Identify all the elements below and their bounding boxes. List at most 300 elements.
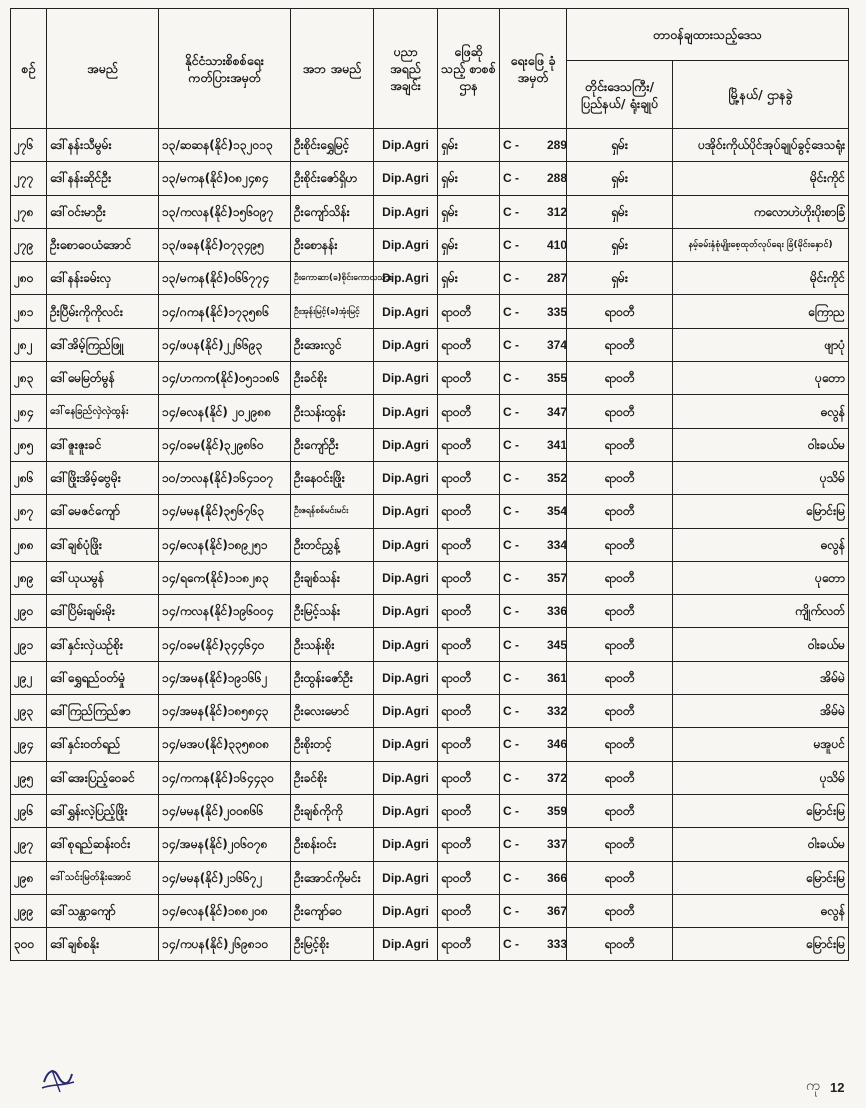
- cell-name: ဒေါ်ပြိမ်းချမ်းမိုး: [47, 595, 159, 628]
- cell-nrc: ၁၃/ဆဆန(နိုင်)၁၃၂၀၁၃: [159, 129, 291, 162]
- cell-father: ဦးစိုးတင့်: [291, 728, 374, 761]
- cell-exam-state: ရာဝတီ: [438, 661, 500, 694]
- cell-education: Dip.Agri: [374, 129, 438, 162]
- cell-no: ၂၉၀: [11, 595, 47, 628]
- roll-prefix: C -: [503, 737, 519, 752]
- roll-number: 332: [546, 704, 567, 719]
- roll-number: 372: [546, 770, 567, 785]
- cell-roll: [500, 228, 567, 261]
- signature-mark: [38, 1062, 78, 1096]
- roll-prefix: C -: [503, 504, 519, 519]
- cell-father: ဦးချစ်ကိုကို: [291, 794, 374, 827]
- roll-prefix: C -: [503, 138, 519, 153]
- table-row: [11, 162, 849, 195]
- roll-prefix: C -: [503, 371, 519, 386]
- cell-region: ရာဝတီ: [567, 761, 673, 794]
- cell-roll: [500, 328, 567, 361]
- cell-no: ၂၉၄: [11, 728, 47, 761]
- cell-roll: [500, 861, 567, 894]
- header-education: ပညာ အရည် အချင်း: [374, 9, 438, 129]
- table-row: [11, 395, 849, 428]
- cell-name: ဦးပြီမ်းကိုကိုလင်း: [47, 295, 159, 328]
- roll-number: 410: [546, 238, 567, 253]
- cell-exam-state: ရာဝတီ: [438, 894, 500, 927]
- cell-no: ၂၈၈: [11, 528, 47, 561]
- cell-nrc: ၁၄/ဓလန(နိုင်) ၂၀၂၉၈၈: [159, 395, 291, 428]
- cell-nrc: ၁၄/မမန(နိုင်)၃၅၆၇၆၃: [159, 495, 291, 528]
- cell-education: Dip.Agri: [374, 628, 438, 661]
- cell-township: ဝါးခယ်မ: [673, 628, 849, 661]
- cell-education: Dip.Agri: [374, 928, 438, 961]
- roll-number: 345: [546, 637, 567, 652]
- cell-father: ဦးခင်စိုး: [291, 362, 374, 395]
- roll-number: 312: [546, 204, 567, 219]
- cell-exam-state: ရာဝတီ: [438, 528, 500, 561]
- cell-father: ဦးအုန်းမြင့်(ခ)အုံးမြင့်: [291, 295, 374, 328]
- cell-roll: [500, 561, 567, 594]
- cell-no: ၂၇၉: [11, 228, 47, 261]
- cell-no: ၂၈၄: [11, 395, 47, 428]
- cell-exam-state: ရှမ်း: [438, 162, 500, 195]
- cell-nrc: ၁၄/ရကေ(နိုင်)၁၁၈၂၈၃: [159, 561, 291, 594]
- cell-township: ပုသိမ်: [673, 461, 849, 494]
- roll-number: 361: [546, 670, 567, 685]
- table-row: [11, 794, 849, 827]
- cell-no: ၃၀၀: [11, 928, 47, 961]
- table-body: [11, 129, 849, 961]
- cell-no: ၂၇၈: [11, 195, 47, 228]
- cell-exam-state: ရှမ်း: [438, 228, 500, 261]
- cell-nrc: ၁၄/ဖပန(နိုင်)၂၂၆၆၉၃: [159, 328, 291, 361]
- cell-exam-state: ရာဝတီ: [438, 928, 500, 961]
- cell-education: Dip.Agri: [374, 894, 438, 927]
- cell-exam-state: ရာဝတီ: [438, 761, 500, 794]
- cell-nrc: ၁၃/မကန(နိုင်)၀၆၆၇၇၄: [159, 262, 291, 295]
- cell-father: ဦးစိုင်းရွှေမြင့်: [291, 129, 374, 162]
- cell-name: ဒေါ်မေဇင်ကျော်: [47, 495, 159, 528]
- cell-roll: [500, 395, 567, 428]
- cell-region: ရာဝတီ: [567, 561, 673, 594]
- cell-education: Dip.Agri: [374, 828, 438, 861]
- table-row: [11, 761, 849, 794]
- cell-township: ဓလွန်: [673, 395, 849, 428]
- cell-education: Dip.Agri: [374, 794, 438, 827]
- cell-township: မြောင်းမြ: [673, 928, 849, 961]
- cell-name: ဒေါ်ယုယမွန်: [47, 561, 159, 594]
- cell-father: ဦးကျော်သိန်း: [291, 195, 374, 228]
- cell-nrc: ၁၄/အမန(နိုင်)၁၈၅၈၄၃: [159, 695, 291, 728]
- page-initial-mark: ကု: [806, 1078, 820, 1094]
- roll-prefix: C -: [503, 571, 519, 585]
- roll-number: 367: [546, 903, 567, 918]
- cell-name: ဒေါ်ချစ်ပုံဖြိုး: [47, 528, 159, 561]
- table-row: [11, 362, 849, 395]
- header-roll: ရေးဖြေ ခုံအမှတ်: [500, 9, 567, 129]
- roll-number: 355: [546, 371, 567, 386]
- cell-no: ၂၈၆: [11, 461, 47, 494]
- cell-roll: [500, 894, 567, 927]
- cell-township: အိမ်မဲ: [673, 661, 849, 694]
- roll-prefix: C -: [503, 238, 519, 253]
- cell-no: ၂၉၃: [11, 695, 47, 728]
- roll-prefix: C -: [503, 870, 519, 885]
- cell-name: ဒေါ်ဝင်းမာဦး: [47, 195, 159, 228]
- table-row: [11, 295, 849, 328]
- cell-education: Dip.Agri: [374, 428, 438, 461]
- page-number: 12: [830, 1080, 845, 1095]
- cell-name: ဒေါ်အိမ့်ကြည်ဖြူ: [47, 328, 159, 361]
- cell-exam-state: ရာဝတီ: [438, 362, 500, 395]
- cell-education: Dip.Agri: [374, 328, 438, 361]
- cell-township: ပအိုဝ်းကိုယ်ပိုင်အုပ်ချုပ်ခွင့်ဒေသရုံး: [673, 129, 849, 162]
- cell-name: ဒေါ်နန်းဆိုင်ဦး: [47, 162, 159, 195]
- cell-no: ၂၈၇: [11, 495, 47, 528]
- cell-father: ဦးအေးလွင်: [291, 328, 374, 361]
- cell-exam-state: ရှမ်း: [438, 195, 500, 228]
- cell-region: ရာဝတီ: [567, 894, 673, 927]
- cell-father: ဦးကောဆာ(ခ)စိုင်းကောလသား: [291, 262, 374, 295]
- cell-township: ကလောဟဲဟိုးပိုးစာခြံ: [673, 195, 849, 228]
- cell-father: ဦးမြင့်စိုး: [291, 928, 374, 961]
- cell-township: အိမ်မဲ: [673, 695, 849, 728]
- cell-nrc: ၁၄/ဂကန(နိုင်)၁၇၃၅၈၆: [159, 295, 291, 328]
- cell-roll: [500, 495, 567, 528]
- cell-father: ဦးမြင့်သန်း: [291, 595, 374, 628]
- cell-no: ၂၈၁: [11, 295, 47, 328]
- cell-name: ဒေါ်နှင်းဝတ်ရည်: [47, 728, 159, 761]
- cell-roll: [500, 428, 567, 461]
- roll-number: 335: [546, 304, 567, 319]
- cell-township: ဓလွန်: [673, 894, 849, 927]
- roll-prefix: C -: [503, 437, 519, 452]
- cell-no: ၂၈၀: [11, 262, 47, 295]
- cell-father: ဦးလေးမောင်: [291, 695, 374, 728]
- cell-name: ဒေါ်နန်းသီမွမ်း: [47, 129, 159, 162]
- header-father: အဘ အမည်: [291, 9, 374, 129]
- cell-region: ရှမ်း: [567, 262, 673, 295]
- cell-region: ရာဝတီ: [567, 295, 673, 328]
- cell-education: Dip.Agri: [374, 395, 438, 428]
- cell-exam-state: ရှမ်း: [438, 129, 500, 162]
- cell-education: Dip.Agri: [374, 195, 438, 228]
- table-row: [11, 428, 849, 461]
- cell-exam-state: ရာဝတီ: [438, 628, 500, 661]
- cell-father: ဦးချစ်သန်း: [291, 561, 374, 594]
- cell-township: မြောင်းမြ: [673, 794, 849, 827]
- cell-township: နမ့်ခမ်းနှံစုံမျိုးစေ့ထုတ်လုပ်ရေး ခြံ(မိုင်းနှောင်): [673, 228, 849, 261]
- cell-nrc: ၁၄/မမန(နိုင်)၂၀၀၈၆၆: [159, 794, 291, 827]
- cell-father: ဦးသန်းထွန်း: [291, 395, 374, 428]
- header-nrc: နိုင်ငံသားစိစစ်ရေး ကတ်ပြားအမှတ်: [159, 9, 291, 129]
- table-row: [11, 561, 849, 594]
- cell-region: ရာဝတီ: [567, 928, 673, 961]
- cell-exam-state: ရာဝတီ: [438, 428, 500, 461]
- cell-no: ၂၈၉: [11, 561, 47, 594]
- cell-name: ဒေါ်နန်းခမ်းလှ: [47, 262, 159, 295]
- cell-education: Dip.Agri: [374, 861, 438, 894]
- header-region: တိုင်းဒေသကြီး/ ပြည်နယ်/ ရုံးချုပ်: [567, 61, 673, 129]
- roll-number: 347: [546, 404, 567, 419]
- cell-roll: [500, 728, 567, 761]
- roll-number: 359: [546, 804, 567, 819]
- cell-region: ရာဝတီ: [567, 794, 673, 827]
- roll-number: 336: [546, 604, 567, 619]
- cell-township: မြောင်းမြ: [673, 495, 849, 528]
- cell-roll: [500, 129, 567, 162]
- cell-father: ဦးကျော်ဝေ: [291, 894, 374, 927]
- cell-no: ၂၇၇: [11, 162, 47, 195]
- roll-number: 352: [546, 471, 567, 486]
- cell-exam-state: ရာဝတီ: [438, 395, 500, 428]
- table-header: [11, 9, 849, 129]
- cell-name: ဒေါ်ဇူးဇူးခင်: [47, 428, 159, 461]
- roll-prefix: C -: [503, 670, 519, 685]
- cell-roll: [500, 461, 567, 494]
- table-row: [11, 828, 849, 861]
- cell-nrc: ၁၄/မမန(နိုင်)၂၁၆၆၇၂: [159, 861, 291, 894]
- cell-exam-state: ရှမ်း: [438, 262, 500, 295]
- cell-education: Dip.Agri: [374, 661, 438, 694]
- roll-number: 374: [546, 337, 567, 352]
- cell-father: ဦးစိုင်းဇော်ရှိဟ: [291, 162, 374, 195]
- cell-roll: [500, 761, 567, 794]
- cell-exam-state: ရာဝတီ: [438, 495, 500, 528]
- cell-region: ရာဝတီ: [567, 828, 673, 861]
- cell-nrc: ၁၄/ကကန(နိုင်)၁၆၄၄၃၀: [159, 761, 291, 794]
- roll-prefix: C -: [503, 604, 519, 619]
- cell-township: ကြောည: [673, 295, 849, 328]
- cell-education: Dip.Agri: [374, 595, 438, 628]
- roll-prefix: C -: [503, 304, 519, 319]
- cell-name: ဒေါ်သင်းမြတ်နိုးအောင်: [47, 861, 159, 894]
- roll-number: 357: [546, 571, 567, 585]
- cell-education: Dip.Agri: [374, 495, 438, 528]
- cell-exam-state: ရာဝတီ: [438, 728, 500, 761]
- table-row: [11, 461, 849, 494]
- cell-name: ဦးစောဝေယံအောင်: [47, 228, 159, 261]
- cell-education: Dip.Agri: [374, 561, 438, 594]
- cell-roll: [500, 195, 567, 228]
- table-row: [11, 695, 849, 728]
- cell-roll: [500, 695, 567, 728]
- table-row: [11, 894, 849, 927]
- cell-township: ပုသိမ်: [673, 761, 849, 794]
- roll-prefix: C -: [503, 171, 519, 186]
- table-row: [11, 861, 849, 894]
- cell-education: Dip.Agri: [374, 162, 438, 195]
- roll-prefix: C -: [503, 837, 519, 852]
- header-township: မြို့နယ်/ ဌာနခွဲ: [673, 61, 849, 129]
- roll-prefix: C -: [503, 937, 519, 952]
- cell-roll: [500, 162, 567, 195]
- roll-prefix: C -: [503, 471, 519, 486]
- table-row: [11, 661, 849, 694]
- roll-number: 334: [546, 537, 567, 552]
- cell-father: ဦးအောင်ကိုမင်း: [291, 861, 374, 894]
- cell-name: ဒေါ်ဖြိုးအိမ့်ဗွေမိုး: [47, 461, 159, 494]
- cell-no: ၂၈၃: [11, 362, 47, 395]
- cell-region: ရာဝတီ: [567, 695, 673, 728]
- cell-name: ဒေါ်နေခြည်လှဲလှဲထွန်း: [47, 395, 159, 428]
- cell-education: Dip.Agri: [374, 695, 438, 728]
- table-row: [11, 195, 849, 228]
- roll-prefix: C -: [503, 337, 519, 352]
- cell-exam-state: ရာဝတီ: [438, 328, 500, 361]
- cell-region: ရာဝတီ: [567, 528, 673, 561]
- cell-region: ရှမ်း: [567, 228, 673, 261]
- cell-name: ဒေါ်သန္တာကျော်: [47, 894, 159, 927]
- cell-nrc: ၁၃/ကလန(နိုင်)၁၅၆၀၉၇: [159, 195, 291, 228]
- cell-township: ပုတော: [673, 561, 849, 594]
- cell-name: ဒေါ်ချစ်စနိုး: [47, 928, 159, 961]
- roll-number: 354: [546, 504, 567, 519]
- table-row: [11, 129, 849, 162]
- cell-roll: [500, 295, 567, 328]
- cell-region: ရာဝတီ: [567, 461, 673, 494]
- roll-prefix: C -: [503, 204, 519, 219]
- cell-roll: [500, 528, 567, 561]
- cell-nrc: ၁၃/မကန(နိုင်)၀၈၂၄၈၄: [159, 162, 291, 195]
- cell-township: မအူပင်: [673, 728, 849, 761]
- posting-table: [10, 8, 849, 961]
- cell-region: ရာဝတီ: [567, 362, 673, 395]
- cell-exam-state: ရာဝတီ: [438, 595, 500, 628]
- cell-region: ရာဝတီ: [567, 861, 673, 894]
- cell-nrc: ၁၃/ဖခန(နိုင်)၀၇၃၄၉၅: [159, 228, 291, 261]
- cell-roll: [500, 262, 567, 295]
- cell-region: ရာဝတီ: [567, 595, 673, 628]
- cell-no: ၂၉၉: [11, 894, 47, 927]
- cell-exam-state: ရာဝတီ: [438, 828, 500, 861]
- cell-region: ရှမ်း: [567, 129, 673, 162]
- roll-prefix: C -: [503, 903, 519, 918]
- cell-father: ဦးထွန်းဇော်ဦး: [291, 661, 374, 694]
- cell-township: ဓလွန်: [673, 528, 849, 561]
- cell-region: ရာဝတီ: [567, 628, 673, 661]
- cell-name: ဒေါ်မေမြတ်မွန်: [47, 362, 159, 395]
- table-row: [11, 628, 849, 661]
- cell-township: ကျိုက်လတ်: [673, 595, 849, 628]
- cell-father: ဦးစောနန်း: [291, 228, 374, 261]
- cell-father: ဦးတင်ညွှန့်: [291, 528, 374, 561]
- cell-exam-state: ရာဝတီ: [438, 461, 500, 494]
- cell-father: ဦးစန်းဝင်း: [291, 828, 374, 861]
- cell-township: ဖျာပုံ: [673, 328, 849, 361]
- cell-education: Dip.Agri: [374, 362, 438, 395]
- roll-number: 366: [546, 870, 567, 885]
- roll-number: 289: [546, 138, 567, 153]
- cell-education: Dip.Agri: [374, 295, 438, 328]
- roll-number: 333: [546, 937, 567, 952]
- cell-nrc: ၁၀/ဘလန(နိုင်)၁၆၄၁၀၇: [159, 461, 291, 494]
- table-row: [11, 228, 849, 261]
- cell-education: Dip.Agri: [374, 228, 438, 261]
- table-row: [11, 495, 849, 528]
- roll-number: 341: [546, 437, 567, 452]
- cell-nrc: ၁၄/ဓလန(နိုင်)၁၈၉၂၅၁: [159, 528, 291, 561]
- cell-name: ဒေါ်အေးပြည့်ဝေခင်: [47, 761, 159, 794]
- table-row: [11, 728, 849, 761]
- cell-no: ၂၉၆: [11, 794, 47, 827]
- table-row: [11, 928, 849, 961]
- cell-no: ၂၉၇: [11, 828, 47, 861]
- cell-exam-state: ရာဝတီ: [438, 561, 500, 594]
- cell-township: မိုင်းကိုင်: [673, 162, 849, 195]
- cell-exam-state: ရာဝတီ: [438, 794, 500, 827]
- cell-roll: [500, 794, 567, 827]
- cell-roll: [500, 595, 567, 628]
- roll-prefix: C -: [503, 770, 519, 785]
- roll-number: 346: [546, 737, 567, 752]
- cell-education: Dip.Agri: [374, 528, 438, 561]
- table-row: [11, 328, 849, 361]
- cell-exam-state: ရာဝတီ: [438, 861, 500, 894]
- roll-number: 287: [546, 271, 567, 286]
- cell-exam-state: ရာဝတီ: [438, 695, 500, 728]
- cell-nrc: ၁၄/ဝခမ(နိုင်)၃၂၉၈၆၀: [159, 428, 291, 461]
- cell-region: ရှမ်း: [567, 195, 673, 228]
- roll-prefix: C -: [503, 804, 519, 819]
- cell-roll: [500, 828, 567, 861]
- roll-prefix: C -: [503, 404, 519, 419]
- table-row: [11, 595, 849, 628]
- cell-education: Dip.Agri: [374, 728, 438, 761]
- cell-nrc: ၁၄/အမန(နိုင်)၁၉၁၆၆၂: [159, 661, 291, 694]
- cell-name: ဒေါ်ရွှန်းလဲ့ပြည့်ဖြိုး: [47, 794, 159, 827]
- cell-roll: [500, 362, 567, 395]
- roll-prefix: C -: [503, 704, 519, 719]
- cell-region: ရာဝတီ: [567, 328, 673, 361]
- roll-prefix: C -: [503, 271, 519, 286]
- roll-prefix: C -: [503, 637, 519, 652]
- cell-nrc: ၁၄/မအပ(နိုင်)၃၃၅၈၀၈: [159, 728, 291, 761]
- cell-region: ရာဝတီ: [567, 661, 673, 694]
- cell-name: ဒေါ်နှင်းလှဲယဉ်စိုး: [47, 628, 159, 661]
- cell-name: ဒေါ်စုရည်ဆန်းဝင်း: [47, 828, 159, 861]
- cell-education: Dip.Agri: [374, 262, 438, 295]
- roll-number: 288: [546, 171, 567, 186]
- cell-region: ရှမ်း: [567, 162, 673, 195]
- cell-roll: [500, 661, 567, 694]
- cell-roll: [500, 928, 567, 961]
- cell-nrc: ၁၄/အမန(နိုင်)၂၀၆၀၇၈: [159, 828, 291, 861]
- cell-no: ၂၉၁: [11, 628, 47, 661]
- cell-region: ရာဝတီ: [567, 395, 673, 428]
- table-row: [11, 528, 849, 561]
- cell-name: ဒေါ်ရွှေရည်ဝတ်မှုံ: [47, 661, 159, 694]
- cell-no: ၂၉၅: [11, 761, 47, 794]
- cell-township: မိုင်းကိုင်: [673, 262, 849, 295]
- cell-nrc: ၁၄/ဝခမ(နိုင်)၃၄၄၆၄၀: [159, 628, 291, 661]
- cell-region: ရာဝတီ: [567, 495, 673, 528]
- cell-nrc: ၁၄/ဓလန(နိုင်)၁၈၈၂၀၈: [159, 894, 291, 927]
- cell-father: ဦးခင်စိုး: [291, 761, 374, 794]
- cell-nrc: ၁၄/ကလန(နိုင်)၁၉၆၀၀၄: [159, 595, 291, 628]
- cell-no: ၂၉၂: [11, 661, 47, 694]
- cell-father: ဦးကျော်ဦး: [291, 428, 374, 461]
- roll-number: 337: [546, 837, 567, 852]
- cell-township: မြောင်းမြ: [673, 861, 849, 894]
- cell-nrc: ၁၄/ဟကက(နိုင်)၀၅၁၁၈၆: [159, 362, 291, 395]
- cell-no: ၂၈၅: [11, 428, 47, 461]
- cell-father: ဦးဇရန်စစ်မင်းမင်း: [291, 495, 374, 528]
- cell-father: ဦးနေဝင်းဖြိုး: [291, 461, 374, 494]
- cell-township: ဝါးခယ်မ: [673, 428, 849, 461]
- cell-no: ၂၈၂: [11, 328, 47, 361]
- header-posting-group: တာဝန်ချထားသည့်ဒေသ: [567, 9, 849, 61]
- cell-township: ဝါးခယ်မ: [673, 828, 849, 861]
- cell-father: ဦးသန်းစိုး: [291, 628, 374, 661]
